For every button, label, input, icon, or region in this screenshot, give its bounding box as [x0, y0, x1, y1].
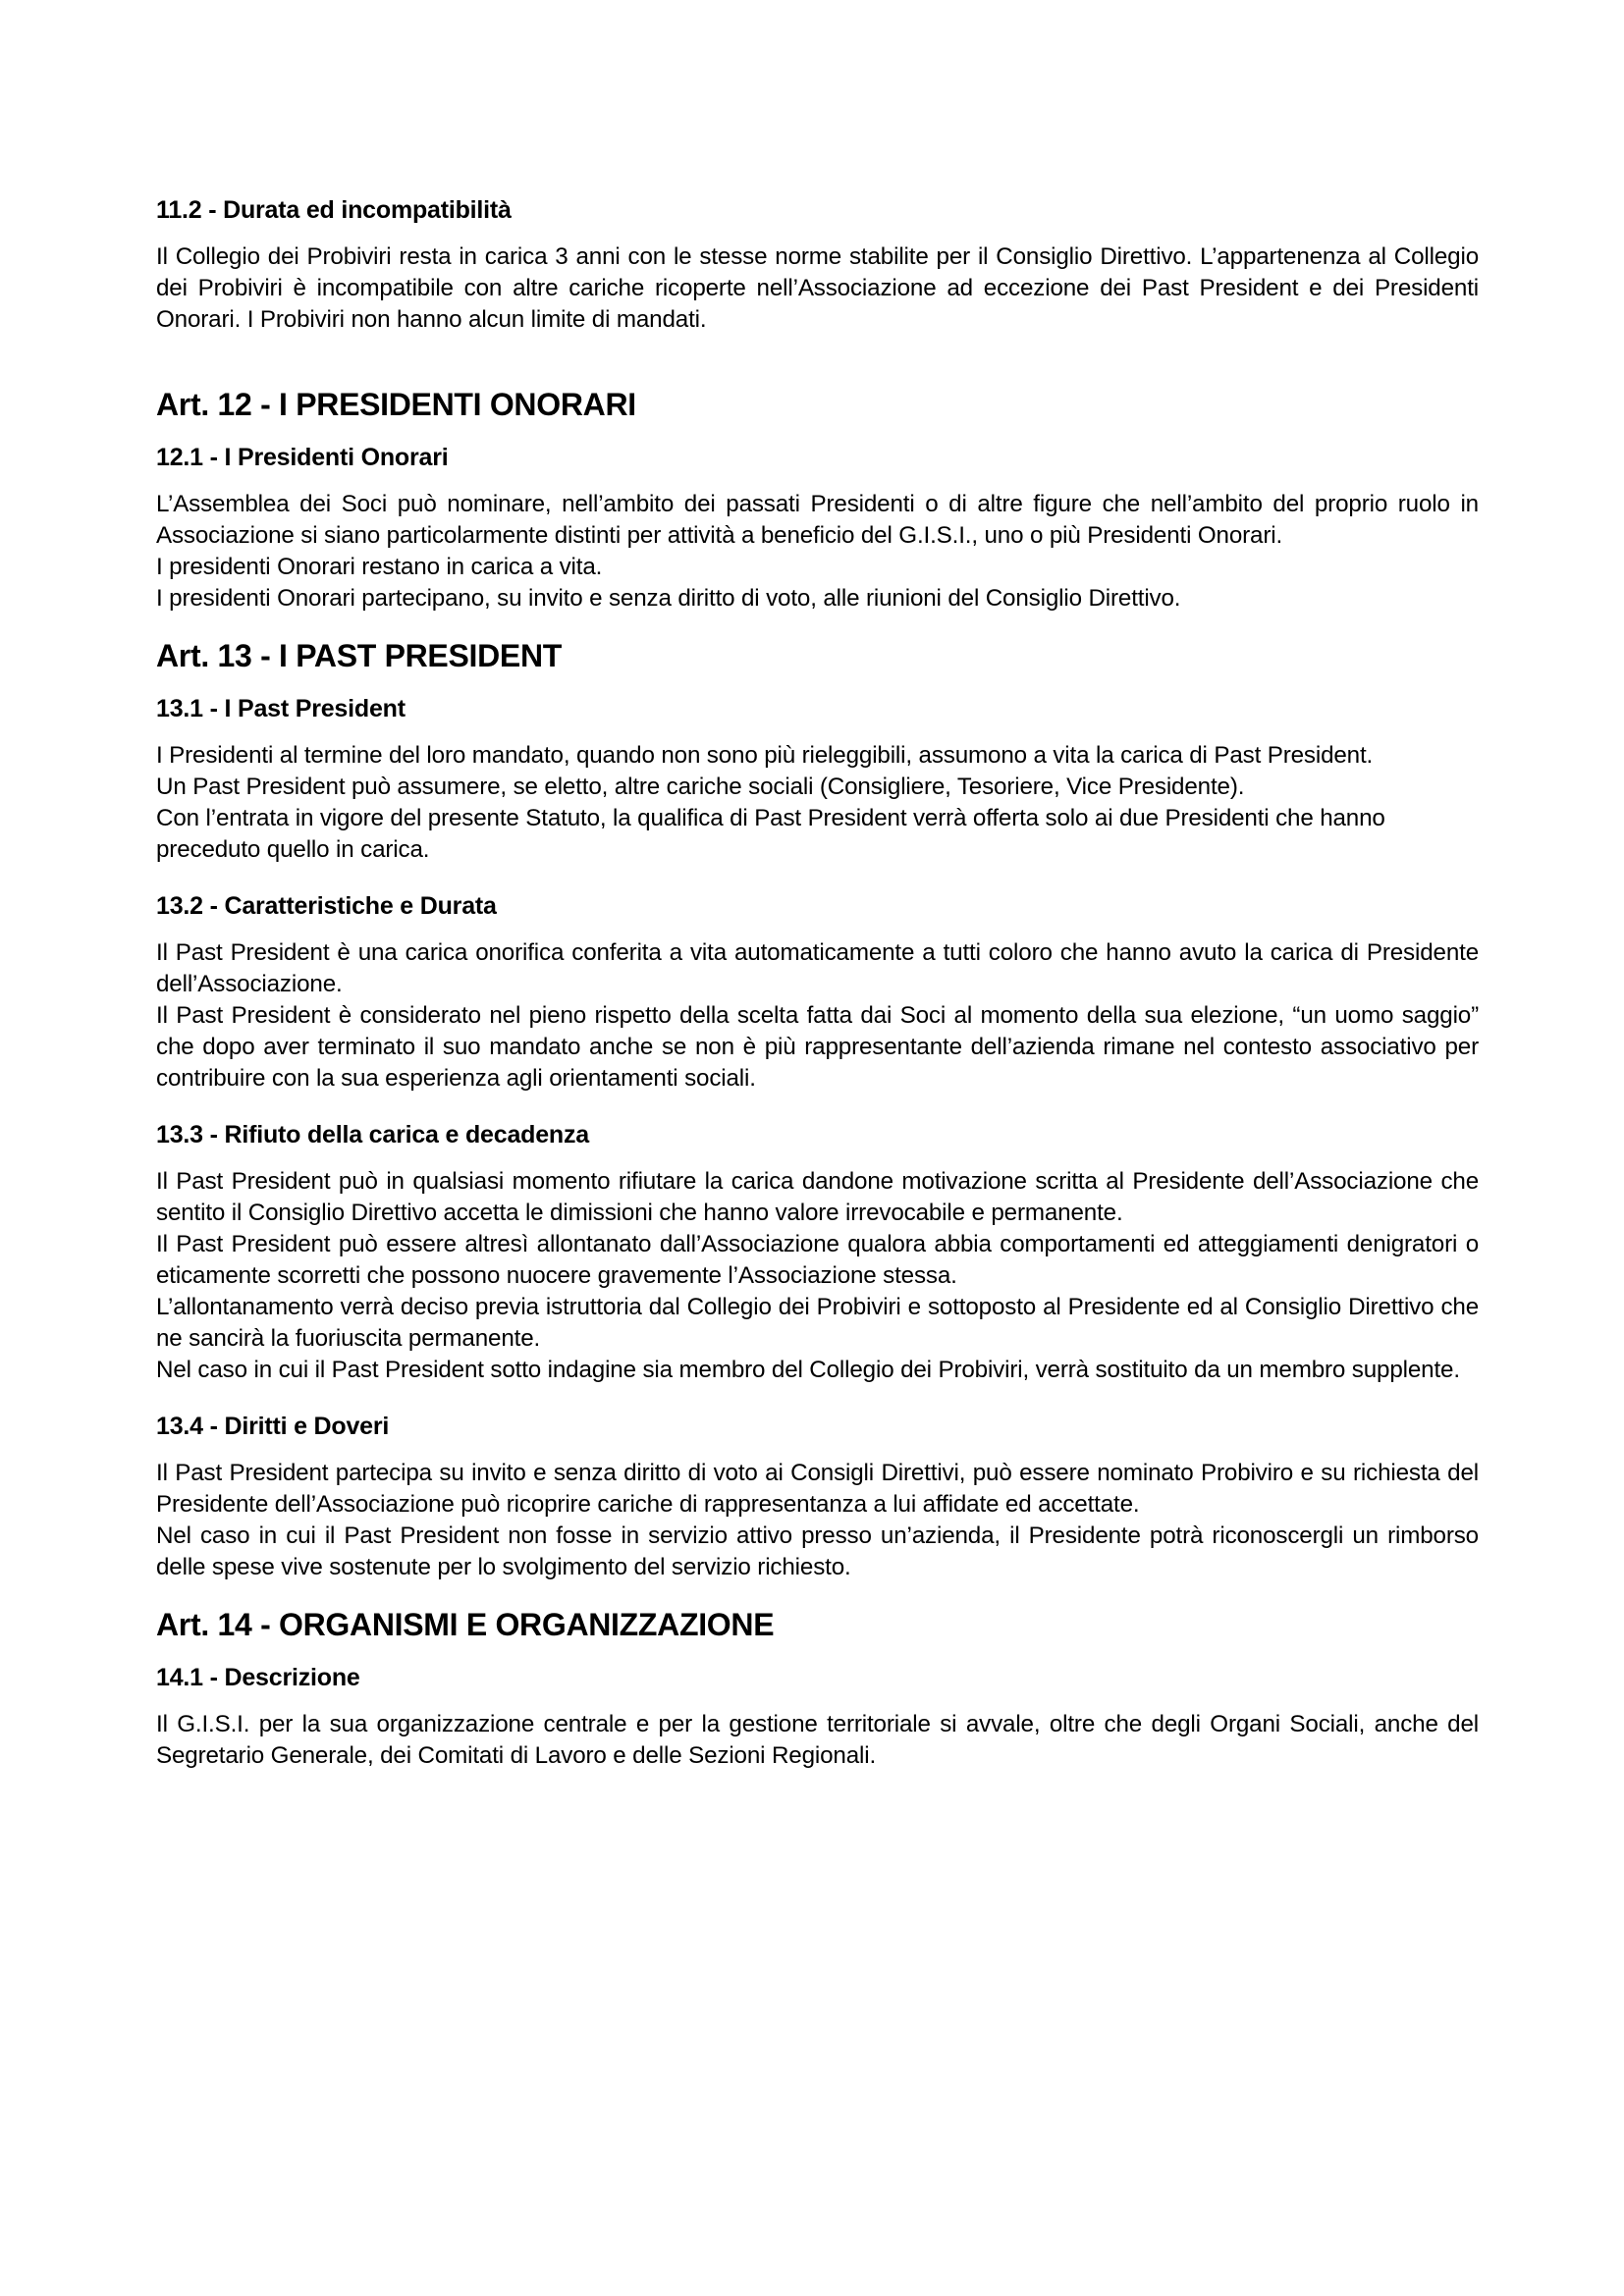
paragraph: Il Collegio dei Probiviri resta in carica 3 anni con le stesse norme stabilite per il Consiglio Direttivo. L’appartenenza al Collegio dei Probiviri è incompatibile con altre cariche ricoperte nell’Associazione ad eccezione dei Past President e dei Presidenti Onorari. I Probiviri non hanno alcun limite di mandati.: [156, 243, 1479, 333]
paragraph: I presidenti Onorari restano in carica a vita.: [156, 554, 603, 580]
section-13-2: [156, 890, 1479, 1095]
paragraph: Un Past President può assumere, se eletto, altre cariche sociali (Consigliere, Tesoriere, Vice Presidente).: [156, 774, 1245, 800]
paragraph: Con l’entrata in vigore del presente Statuto, la qualifica di Past President verrà offerta solo ai due Presidenti che hanno preceduto quello in carica.: [156, 805, 1385, 863]
document-page: [156, 194, 1479, 1772]
section-heading: 13.4 - Diritti e Doveri: [156, 1413, 390, 1440]
paragraph: Il G.I.S.I. per la sua organizzazione centrale e per la gestione territoriale si avvale, oltre che degli Organi Sociali, anche del Segretario Generale, dei Comitati di Lavoro e delle Sezioni Regionali.: [156, 1711, 1479, 1769]
section-heading: 13.1 - I Past President: [156, 695, 406, 722]
paragraph: Il Past President può essere altresì allontanato dall’Associazione qualora abbia comportamenti ed atteggiamenti denigratori o eticamente scorretti che possono nuocere gravemente l’Associazione stessa.: [156, 1231, 1479, 1289]
section-13-4: [156, 1411, 1479, 1583]
article-13: [156, 636, 1479, 1583]
paragraph: Nel caso in cui il Past President sotto indagine sia membro del Collegio dei Probiviri, verrà sostituito da un membro supplente.: [156, 1357, 1460, 1383]
article-12: [156, 385, 1479, 614]
section-heading: 12.1 - I Presidenti Onorari: [156, 444, 449, 471]
section-13-1: [156, 693, 1479, 866]
article-heading: Art. 13 - I PAST PRESIDENT: [156, 638, 563, 673]
paragraph: I Presidenti al termine del loro mandato, quando non sono più rieleggibili, assumono a vita la carica di Past President.: [156, 742, 1374, 769]
section-heading: 13.3 - Rifiuto della carica e decadenza: [156, 1121, 589, 1148]
paragraph: Il Past President partecipa su invito e senza diritto di voto ai Consigli Direttivi, può essere nominato Probiviro e su richiesta del Presidente dell’Associazione può ricoprire cariche di rappresentanza a lui affidate ed accettate.: [156, 1460, 1479, 1518]
article-14: [156, 1605, 1479, 1772]
paragraph: Nel caso in cui il Past President non fosse in servizio attivo presso un’azienda, il Presidente potrà riconoscergli un rimborso delle spese vive sostenute per lo svolgimento del servizio richiesto.: [156, 1522, 1479, 1580]
section-heading: 11.2 - Durata ed incompatibilità: [156, 196, 512, 224]
paragraph: I presidenti Onorari partecipano, su invito e senza diritto di voto, alle riunioni del Consiglio Direttivo.: [156, 585, 1181, 612]
paragraph: L’allontanamento verrà deciso previa istruttoria dal Collegio dei Probiviri e sottoposto al Presidente ed al Consiglio Direttivo che ne sancirà la fuoriuscita permanente.: [156, 1294, 1479, 1352]
paragraph: L’Assemblea dei Soci può nominare, nell’ambito dei passati Presidenti o di altre figure che nell’ambito del proprio ruolo in Associazione si siano particolarmente distinti per attività a beneficio del G.I.S.I., uno o più Presidenti Onorari.: [156, 491, 1479, 549]
article-heading: Art. 12 - I PRESIDENTI ONORARI: [156, 387, 636, 422]
section-heading: 14.1 - Descrizione: [156, 1664, 360, 1691]
paragraph: Il Past President può in qualsiasi momento rifiutare la carica dandone motivazione scritta al Presidente dell’Associazione che sentito il Consiglio Direttivo accetta le dimissioni che hanno valore irrevocabile e permanente.: [156, 1168, 1479, 1226]
paragraph: Il Past President è una carica onorifica conferita a vita automaticamente a tutti coloro che hanno avuto la carica di Presidente dell’Associazione.: [156, 939, 1479, 997]
section-13-3: [156, 1119, 1479, 1386]
article-heading: Art. 14 - ORGANISMI E ORGANIZZAZIONE: [156, 1607, 775, 1642]
section-heading: 13.2 - Caratteristiche e Durata: [156, 892, 497, 920]
paragraph: Il Past President è considerato nel pieno rispetto della scelta fatta dai Soci al momento della sua elezione, “un uomo saggio” che dopo aver terminato il suo mandato anche se non è più rappresentante dell’azienda rimane nel contesto associativo per contribuire con la sua esperienza agli orientamenti sociali.: [156, 1002, 1479, 1092]
section-11-2: [156, 194, 1479, 336]
